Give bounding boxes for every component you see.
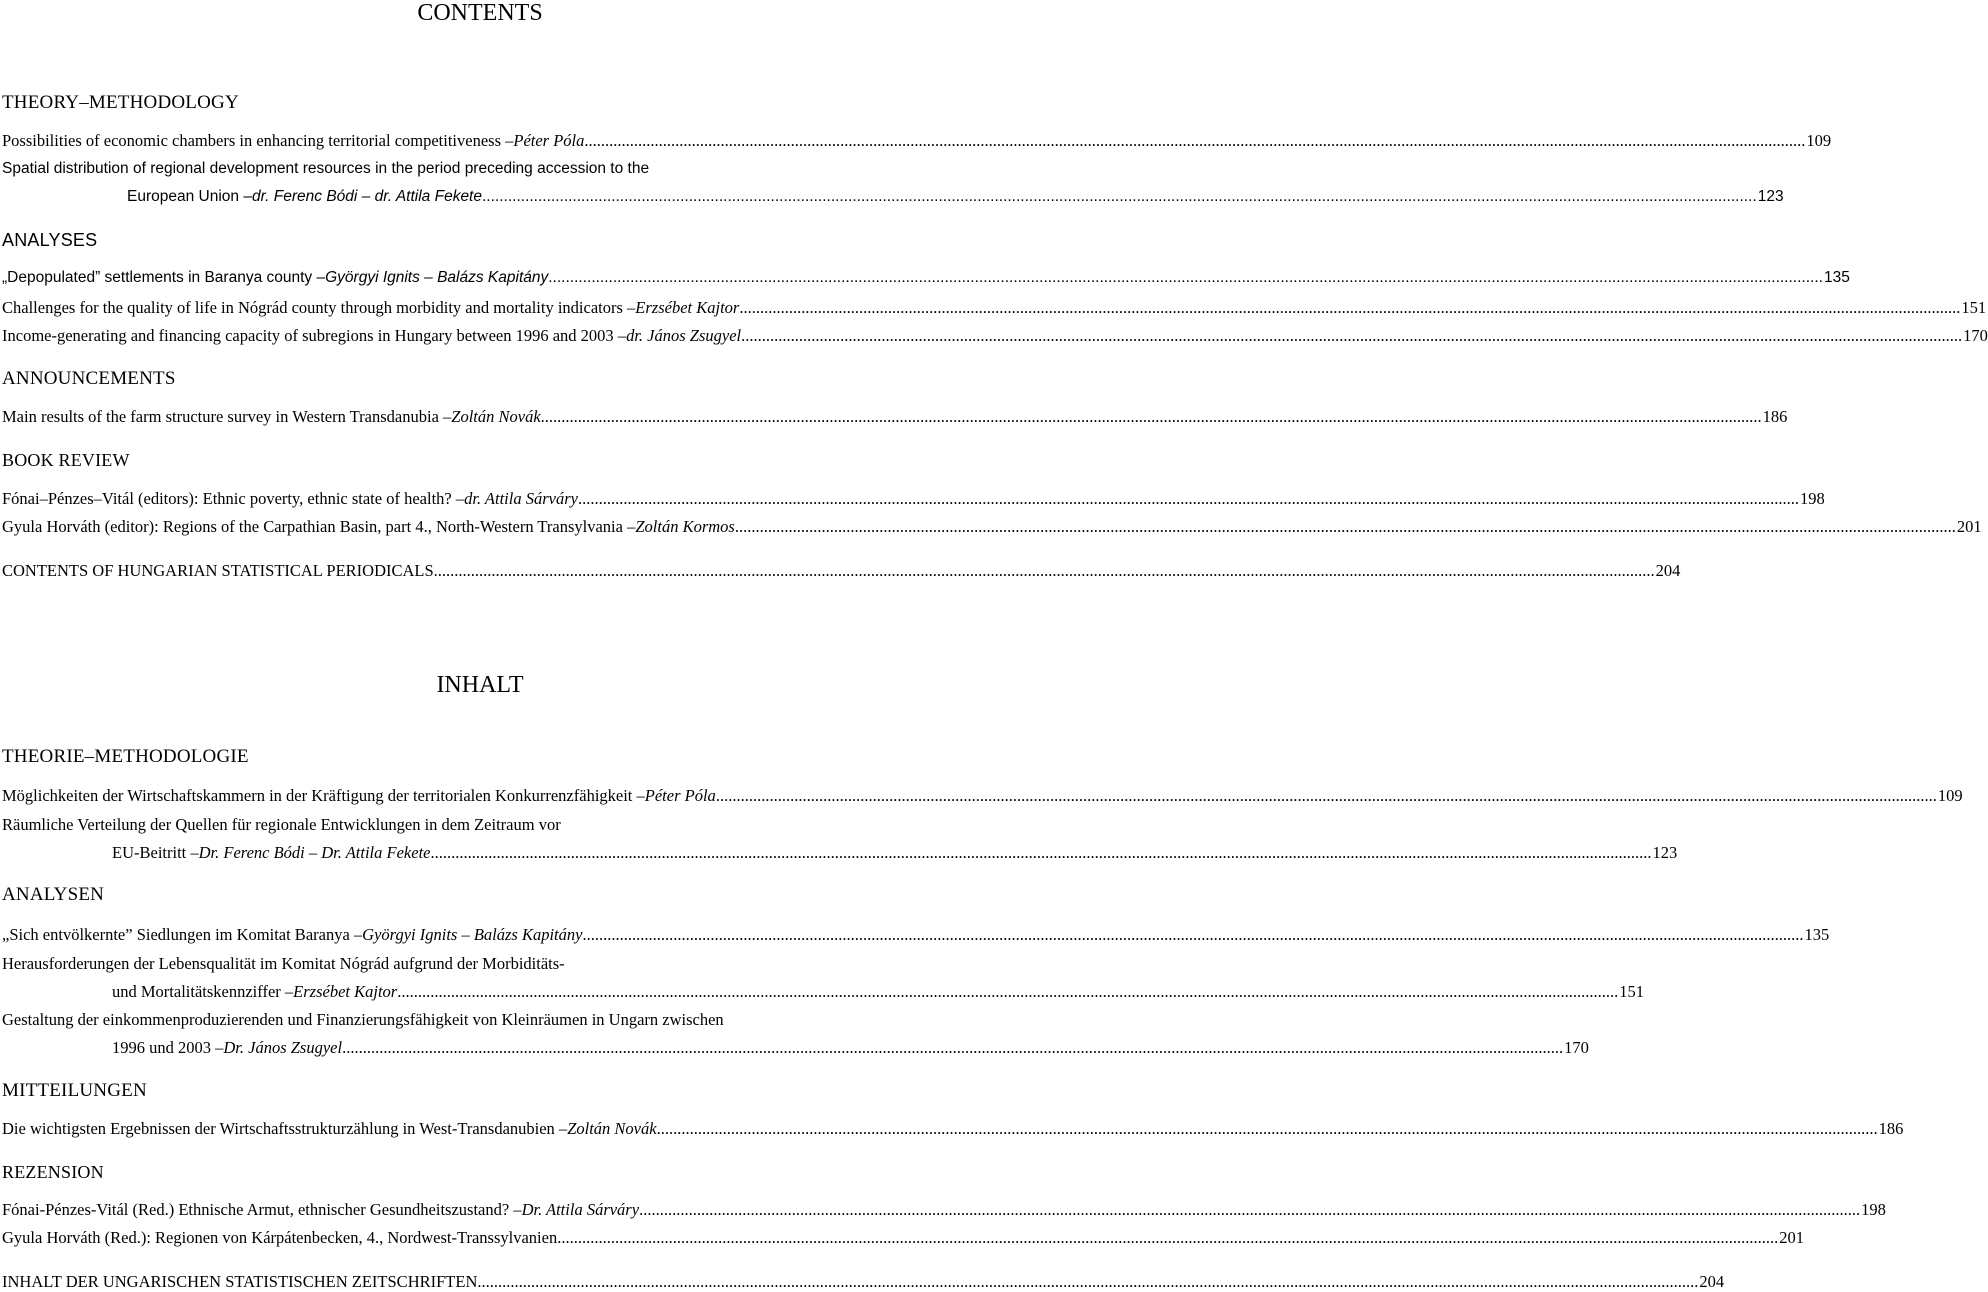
entry-page: 201 [1779,1228,1804,1247]
entry-page: 186 [1878,1119,1904,1138]
toc-entry[interactable] [127,188,1784,206]
dot-leader [578,489,1799,509]
entry-title: Main results of the farm structure survey in Western Transdanubia – [2,407,452,426]
entry-page: 123 [1757,188,1784,205]
entry-author: dr. Attila Sárváry [464,489,578,508]
toc-entry[interactable] [2,269,1850,287]
entry-author: Zoltán Novák [567,1119,657,1138]
entry-title-line: Gestaltung der einkommenproduzierenden und Finanzierungsfähigkeit von Kleinräumen in Ungarn zwischen [2,1010,724,1029]
toc-entry[interactable] [2,925,1830,945]
inhalt-title: INHALT [436,672,524,698]
entry-title: Fónai–Pénzes–Vitál (editors): Ethnic poverty, ethnic state of health? – [2,489,465,508]
dot-leader [477,1272,1698,1292]
dot-leader [548,269,1823,287]
entry-page: 204 [1655,561,1681,580]
section-analyses: ANALYSES [2,230,98,250]
entry-title: und Mortalitätskennziffer – [112,982,294,1001]
toc-entry[interactable] [2,1228,1804,1248]
entry-page: 123 [1652,843,1678,862]
entry-title: „Depopulated” settlements in Baranya county – [2,269,326,286]
entry-title-line: Räumliche Verteilung der Quellen für regionale Entwicklungen in dem Zeitraum vor [2,815,561,834]
entry-title-line: Herausforderungen der Lebensqualität im Komitat Nógrád aufgrund der Morbiditäts- [2,954,565,973]
section-rezension: REZENSION [2,1162,104,1182]
entry-page: 135 [1804,925,1830,944]
entry-title: Gyula Horváth (editor): Regions of the Carpathian Basin, part 4., North-Western Transylvania – [2,517,636,536]
toc-entry[interactable] [2,786,1963,806]
toc-entry[interactable] [2,489,1825,509]
toc-entry[interactable] [112,843,1678,863]
dot-leader [639,1200,1860,1220]
dot-leader [739,298,1960,318]
entry-title: Die wichtigsten Ergebnissen der Wirtschaftsstrukturzählung in West-Transdanubien – [2,1119,568,1138]
dot-leader [342,1038,1563,1058]
dot-leader [584,131,1805,151]
entry-title: Income-generating and financing capacity of subregions in Hungary between 1996 and 2003 – [2,326,627,345]
entry-author: Dr. János Zsugyel [223,1038,343,1057]
entry-title: „Sich entvölkernte” Siedlungen im Komitat Baranya – [2,925,363,944]
toc-entry[interactable] [2,298,1987,318]
entry-page: 109 [1806,131,1832,150]
entry-author: Zoltán Novák [451,407,541,426]
dot-leader [716,786,1937,806]
dot-leader [657,1119,1878,1139]
dot-leader [741,326,1962,346]
dot-leader [430,843,1651,863]
entry-author: Dr. Ferenc Bódi – Dr. Attila Fekete [198,843,431,862]
entry-author: Erzsébet Kajtor [293,982,398,1001]
section-analysen: ANALYSEN [2,884,105,905]
dot-leader [397,982,1618,1002]
entry-page: 109 [1937,786,1963,805]
entry-author: dr. János Zsugyel [626,326,742,345]
toc-entry[interactable] [112,1038,1589,1058]
dot-leader [434,561,1655,581]
entry-page: 201 [1956,517,1982,536]
dot-leader [482,188,1757,206]
section-mitteilungen: MITTEILUNGEN [2,1080,147,1101]
entry-title: Challenges for the quality of life in Nógrád county through morbidity and mortality indicators – [2,298,636,317]
toc-entry[interactable] [112,982,1644,1002]
entry-page: 204 [1699,1272,1725,1291]
entry-title: INHALT DER UNGARISCHEN STATISTISCHEN ZEITSCHRIFTEN [2,1272,478,1291]
entry-title-line: Spatial distribution of regional development resources in the period preceding accession to the [2,160,650,177]
entry-author: dr. Ferenc Bódi – dr. Attila Fekete [251,188,482,205]
entry-page: 198 [1799,489,1825,508]
dot-leader [582,925,1803,945]
entry-page: 170 [1963,326,1988,345]
entry-page: 198 [1861,1200,1886,1219]
toc-entry-periodicals[interactable] [2,1272,1725,1292]
entry-title: 1996 und 2003 – [112,1038,224,1057]
section-announcements: ANNOUNCEMENTS [2,368,176,389]
entry-title: Gyula Horváth (Red.): Regionen von Kárpátenbecken, 4., Nordwest-Transsylvanien [2,1228,558,1247]
section-book-review: BOOK REVIEW [2,450,130,470]
entry-author: Péter Póla [513,131,585,150]
section-theory-methodology: THEORY–METHODOLOGY [2,92,239,113]
dot-leader [541,407,1762,427]
entry-title: CONTENTS OF HUNGARIAN STATISTICAL PERIODICALS [2,561,434,580]
entry-author: Péter Póla [644,786,716,805]
contents-title: CONTENTS [417,0,543,26]
entry-author: Györgyi Ignits – Balázs Kapitány [362,925,583,944]
entry-page: 170 [1564,1038,1589,1057]
toc-entry[interactable] [2,1119,1904,1139]
entry-author: Zoltán Kormos [635,517,735,536]
entry-title: European Union – [127,188,252,205]
entry-title: Fónai-Pénzes-Vitál (Red.) Ethnische Armut, ethnischer Gesundheitszustand? – [2,1200,522,1219]
toc-entry[interactable] [2,326,1988,346]
entry-author: Erzsébet Kajtor [635,298,740,317]
dot-leader [557,1228,1778,1248]
toc-entry-periodicals[interactable] [2,561,1681,581]
entry-page: 186 [1762,407,1788,426]
entry-title: Möglichkeiten der Wirtschaftskammern in der Kräftigung der territorialen Konkurrenzfähigkeit – [2,786,645,805]
entry-author: Dr. Attila Sárváry [521,1200,640,1219]
toc-entry[interactable] [2,131,1832,151]
toc-entry[interactable] [2,407,1788,427]
entry-page: 151 [1619,982,1644,1001]
entry-page: 135 [1823,269,1850,286]
section-theorie-methodologie: THEORIE–METHODOLOGIE [2,746,249,767]
entry-title: Possibilities of economic chambers in enhancing territorial competitiveness – [2,131,514,150]
toc-entry[interactable] [2,517,1982,537]
entry-title: EU-Beitritt – [112,843,199,862]
dot-leader [735,517,1956,537]
entry-author: Györgyi Ignits – Balázs Kapitány [325,269,549,286]
toc-entry[interactable] [2,1200,1886,1220]
entry-page: 151 [1961,298,1987,317]
